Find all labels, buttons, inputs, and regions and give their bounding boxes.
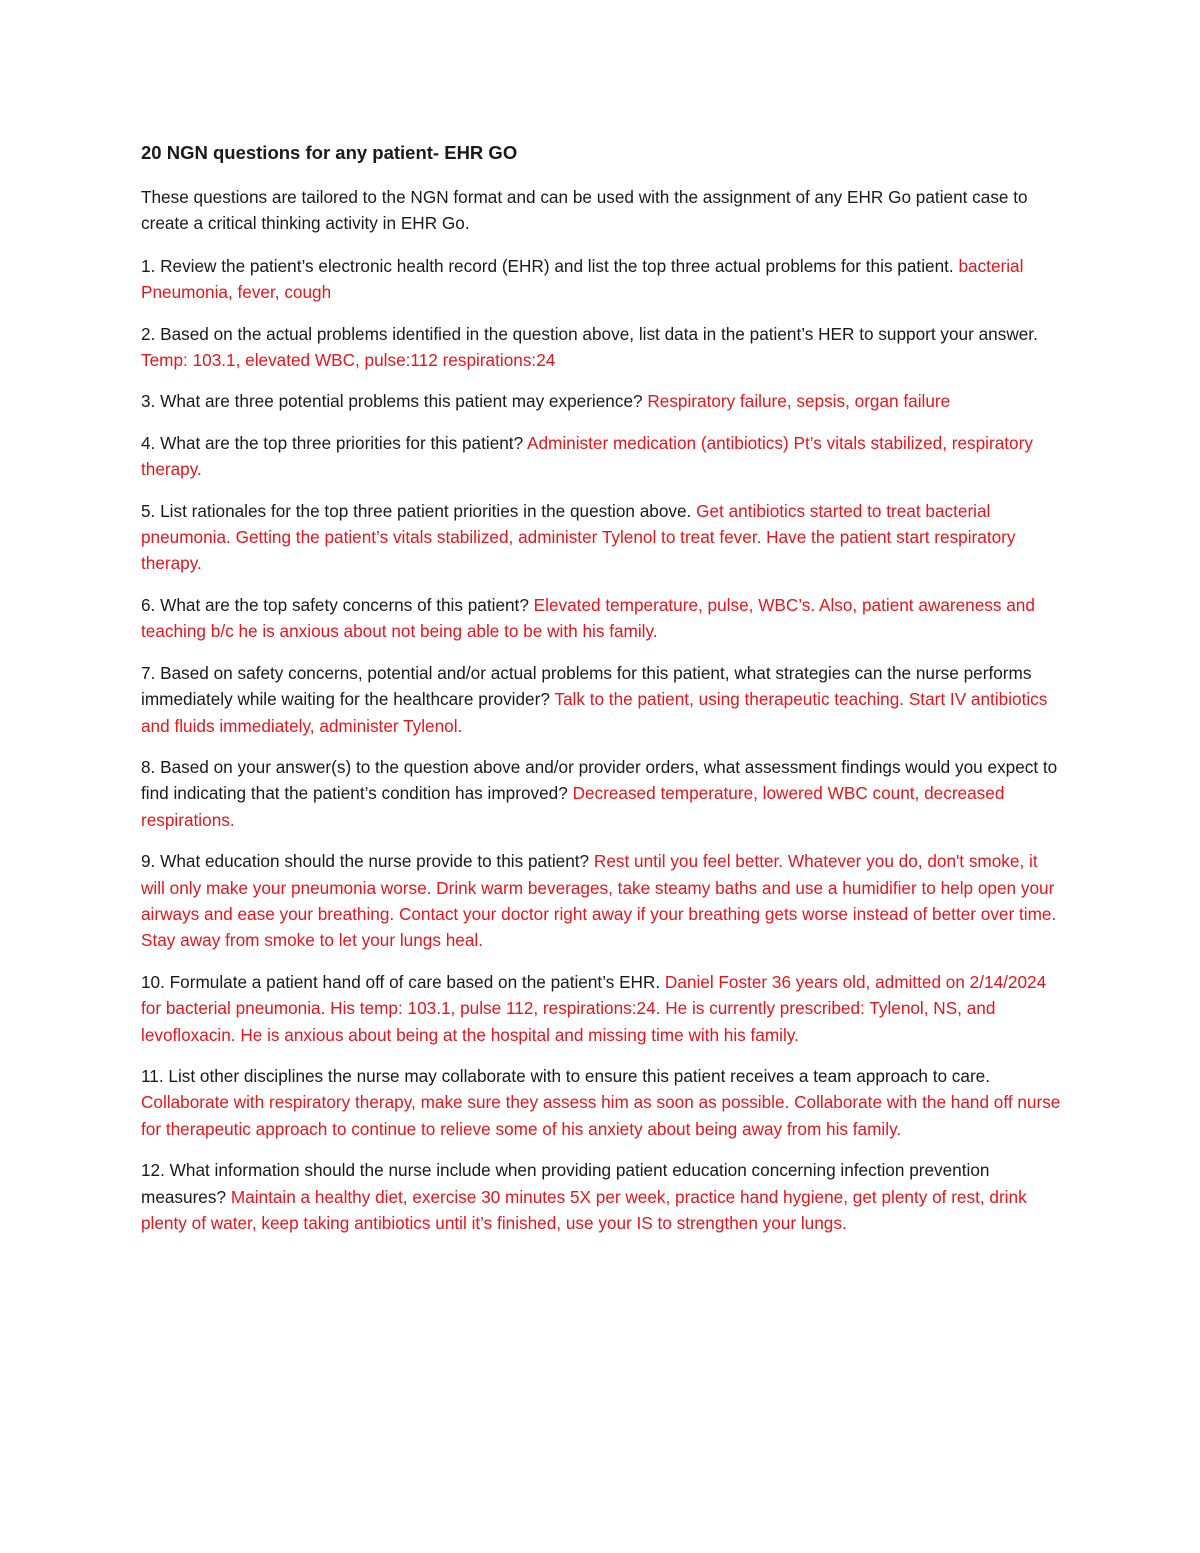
document-page [141, 140, 1066, 1251]
qa-item-12 [141, 1157, 1066, 1236]
qa-item-4 [141, 430, 1066, 483]
answer-text: Decreased temperature, lowered WBC count, decreased respirations. [141, 783, 1005, 830]
answer-text: Daniel Foster 36 years old, admitted on 2/14/2024 for bacterial pneumonia. His temp: 103.1, pulse 112, respirations:24. He is currently prescribed: Tylenol, NS, and levofloxacin. He is anxious about being at the hospital and missing time with his family. [141, 971, 1047, 1045]
question-text: 11. List other disciplines the nurse may collaborate with to ensure this patient receives a team approach to care. [141, 1065, 991, 1086]
qa-item-3 [141, 388, 1066, 414]
question-text: 2. Based on the actual problems identified in the question above, list data in the patient’s HER to support your answer. [141, 323, 1038, 344]
qa-item-2 [141, 321, 1066, 374]
question-text: 5. List rationales for the top three patient priorities in the question above. [141, 500, 697, 521]
question-text: 9. What education should the nurse provide to this patient? [141, 851, 594, 872]
question-text: 12. What information should the nurse include when providing patient education concerning infection prevention measures? [141, 1160, 990, 1207]
question-text: 3. What are three potential problems this patient may experience? [141, 391, 648, 412]
question-text: 1. Review the patient’s electronic health record (EHR) and list the top three actual problems for this patient. [141, 255, 959, 276]
answer-text: Get antibiotics started to treat bacterial pneumonia. Getting the patient’s vitals stabilized, administer Tylenol to treat fever. Have the patient start respiratory therapy. [141, 500, 1016, 574]
qa-item-1 [141, 253, 1066, 306]
answer-text: Collaborate with respiratory therapy, make sure they assess him as soon as possible. Collaborate with the hand off nurse for therapeutic approach to continue to relieve some of his anxiety about being away from his family. [141, 1092, 1061, 1139]
intro-paragraph: These questions are tailored to the NGN format and can be used with the assignment of any EHR Go patient case to create a critical thinking activity in EHR Go. [141, 187, 1028, 234]
answer-text: Maintain a healthy diet, exercise 30 minutes 5X per week, practice hand hygiene, get plenty of rest, drink plenty of water, keep taking antibiotics until it’s finished, use your IS to strengthen your lungs. [141, 1186, 1027, 1233]
document-title: 20 NGN questions for any patient- EHR GO [141, 142, 518, 163]
qa-item-11 [141, 1063, 1066, 1142]
question-text: 8. Based on your answer(s) to the question above and/or provider orders, what assessment findings would you expect to find indicating that the patient’s condition has improved? [141, 756, 1058, 804]
qa-item-5 [141, 498, 1066, 577]
answer-text: Temp: 103.1, elevated WBC, pulse:112 respirations:24 [141, 350, 556, 371]
answer-text: Talk to the patient, using therapeutic teaching. Start IV antibiotics and fluids immediately, administer Tylenol. [141, 689, 1048, 736]
question-text: 10. Formulate a patient hand off of care based on the patient’s EHR. [141, 971, 665, 992]
answer-text: bacterial Pneumonia, fever, cough [141, 255, 1024, 303]
qa-item-6 [141, 592, 1066, 645]
qa-item-8 [141, 754, 1066, 833]
question-text: 6. What are the top safety concerns of this patient? [141, 594, 534, 615]
question-text: 4. What are the top three priorities for this patient? [141, 432, 527, 453]
answer-text: Rest until you feel better. Whatever you do, don't smoke, it will only make your pneumonia worse. Drink warm beverages, take steamy baths and use a humidifier to help open your airways and ease your breathing. Contact your doctor right away if your breathing gets worse instead of better over time. Stay away from smoke to let your lungs heal. [141, 851, 1057, 951]
answer-text: Respiratory failure, sepsis, organ failure [647, 391, 951, 412]
qa-item-9 [141, 848, 1066, 954]
qa-item-10 [141, 969, 1066, 1048]
qa-item-7 [141, 660, 1066, 739]
answer-text: Administer medication (antibiotics) Pt’s vitals stabilized, respiratory therapy. [141, 432, 1033, 480]
question-text: 7. Based on safety concerns, potential and/or actual problems for this patient, what strategies can the nurse performs immediately while waiting for the healthcare provider? [141, 662, 1032, 710]
answer-text: Elevated temperature, pulse, WBC’s. Also, patient awareness and teaching b/c he is anxious about not being able to be with his family. [141, 594, 1035, 642]
